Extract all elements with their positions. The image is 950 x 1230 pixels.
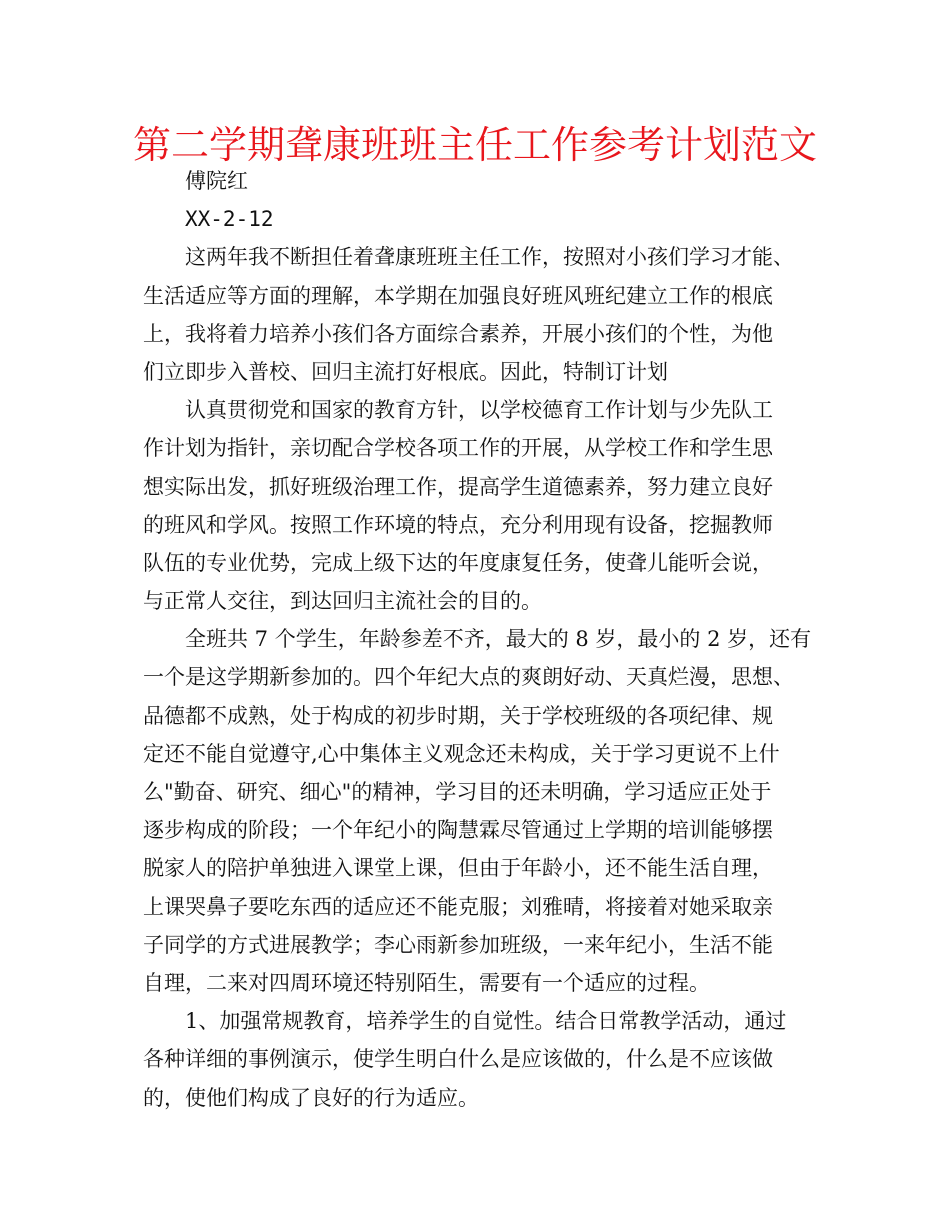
paragraph-line: 这两年我不断担任着聋康班班主任工作，按照对小孩们学习才能、: [185, 245, 794, 270]
paragraph-line: 上，我将着力培养小孩们各方面综合素养，开展小孩们的个性，为他: [143, 321, 773, 346]
paragraph-line: 的班风和学风。按照工作环境的特点，充分利用现有设备，挖掘教师: [143, 512, 773, 537]
paragraph-line: 定还不能自觉遵守,心中集体主义观念还未构成，关于学习更说不上什: [143, 741, 780, 766]
paragraph-line: 生活适应等方面的理解，本学期在加强良好班风班纪建立工作的根底: [143, 283, 773, 308]
paragraph-line: 认真贯彻党和国家的教育方针，以学校德育工作计划与少先队工: [185, 398, 773, 423]
paragraph-measure-1: [143, 1002, 828, 1117]
paragraph-line: 与正常人交往，到达回归主流社会的目的。: [143, 589, 542, 614]
paragraph-line: 逐步构成的阶段；一个年纪小的陶慧霖尽管通过上学期的培训能够摆: [143, 818, 773, 843]
paragraph-class-situation: [143, 620, 828, 1002]
paragraph-line: 一个是这学期新参加的。四个年纪大点的爽朗好动、天真烂漫，思想、: [143, 665, 794, 690]
paragraph-line: 各种详细的事例演示，使学生明白什么是应该做的，什么是不应该做: [143, 1047, 773, 1072]
paragraph-guideline: [143, 391, 828, 620]
paragraph-line: 脱家人的陪护单独进入课堂上课，但由于年龄小，还不能生活自理，: [143, 856, 773, 881]
date-line: XX-2-12: [185, 207, 274, 232]
document-title: 第二学期聋康班班主任工作参考计划范文: [132, 123, 817, 167]
paragraph-line: 自理，二来对四周环境还特别陌生，需要有一个适应的过程。: [143, 970, 710, 995]
paragraph-line: 上课哭鼻子要吃东西的适应还不能克服；刘雅晴，将接着对她采取亲: [143, 894, 773, 919]
paragraph-line: 全班共 7 个学生，年龄参差不齐，最大的 8 岁，最小的 2 岁，还有: [185, 627, 812, 652]
paragraph-line: 1、加强常规教育，培养学生的自觉性。结合日常教学活动，通过: [185, 1009, 787, 1034]
paragraph-line: 子同学的方式进展教学；李心雨新参加班级，一来年纪小，生活不能: [143, 932, 773, 957]
paragraph-line: 品德都不成熟，处于构成的初步时期，关于学校班级的各项纪律、规: [143, 703, 773, 728]
paragraph-line: 队伍的专业优势，完成上级下达的年度康复任务，使聋儿能听会说，: [143, 550, 773, 575]
paragraph-line: 想实际出发，抓好班级治理工作，提高学生道德素养，努力建立良好: [143, 474, 773, 499]
author-line: 傅院红: [185, 169, 248, 193]
paragraph-line: 么"勤奋、研究、细心"的精神，学习目的还未明确，学习适应正处于: [143, 780, 772, 804]
paragraph-line: 的，使他们构成了良好的行为适应。: [143, 1085, 479, 1110]
paragraph-line: 们立即步入普校、回归主流打好根底。因此，特制订计划: [143, 359, 668, 384]
paragraph-intro: [143, 238, 828, 391]
paragraph-line: 作计划为指针，亲切配合学校各项工作的开展，从学校工作和学生思: [143, 436, 773, 461]
document-body: [143, 162, 828, 1117]
